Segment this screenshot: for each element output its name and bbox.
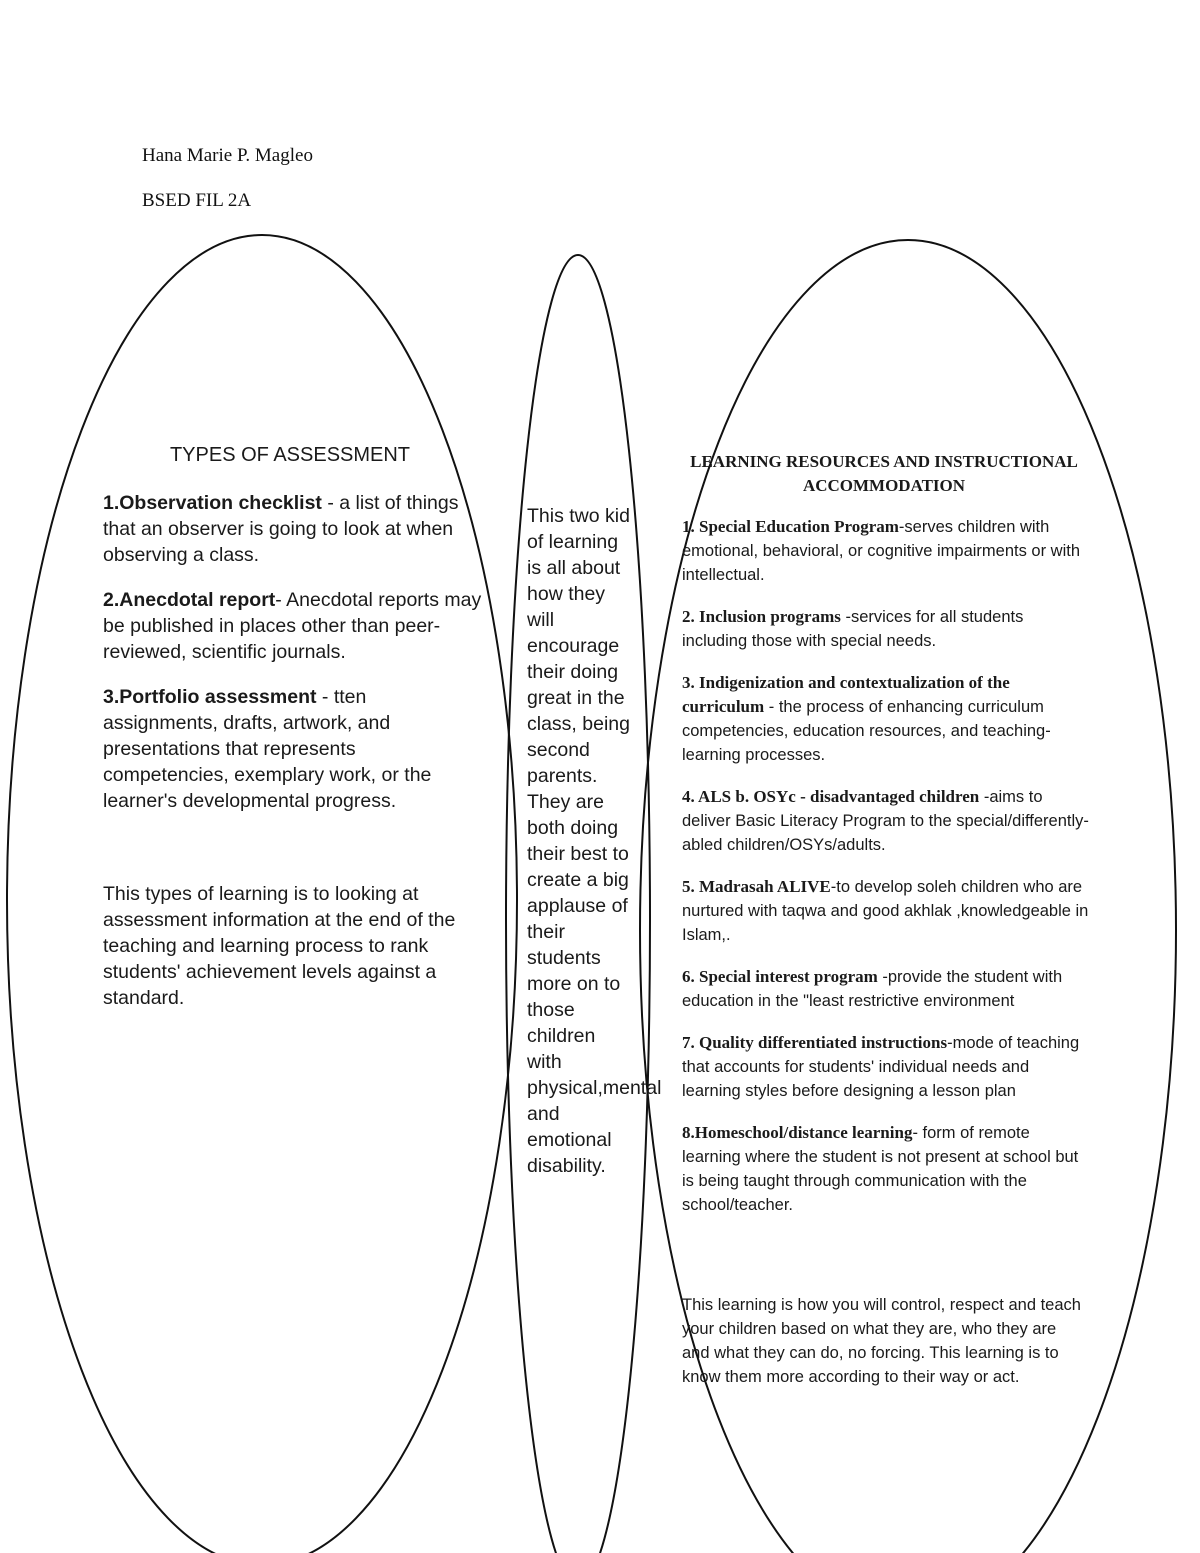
left-item-desc: - a list of things that an observer is going to look at when observing a class. bbox=[103, 492, 459, 566]
right-item-head: 1. Special Education Program bbox=[682, 517, 899, 536]
left-item-desc: - Anecdotal reports may be published in places other than peer-reviewed, scientific journals. bbox=[103, 589, 482, 663]
right-item bbox=[682, 1031, 1092, 1103]
right-item-desc: -services for all students including those with special needs. bbox=[682, 608, 1024, 650]
left-item bbox=[103, 490, 483, 568]
right-item-head: 4. ALS b. OSYc - disadvantaged children bbox=[682, 787, 980, 806]
right-title: LEARNING RESOURCES AND INSTRUCTIONAL ACCOMMODATION bbox=[690, 452, 1078, 495]
right-item-desc: - the process of enhancing curriculum competencies, education resources, and teaching-learning processes. bbox=[682, 698, 1051, 764]
student-name: Hana Marie P. Magleo bbox=[142, 145, 313, 166]
right-item-desc: -provide the student with education in the "least restrictive environment bbox=[682, 968, 1063, 1010]
right-item-desc: -mode of teaching that accounts for students' individual needs and learning styles before designing a lesson plan bbox=[682, 1034, 1080, 1100]
left-title: TYPES OF ASSESSMENT bbox=[169, 444, 411, 466]
right-item-desc: -aims to deliver Basic Literacy Program to the special/differently-abled children/OSYs/adults. bbox=[682, 788, 1089, 854]
left-item-head: 1.Observation checklist bbox=[103, 492, 322, 514]
right-item-head: 2. Inclusion programs bbox=[682, 607, 841, 626]
right-item bbox=[682, 605, 1092, 653]
right-item-desc: -to develop soleh children who are nurtured with taqwa and good akhlak ,knowledgeable in Islam,. bbox=[682, 878, 1089, 944]
right-item-head: 5. Madrasah ALIVE bbox=[682, 877, 831, 896]
right-items bbox=[682, 515, 1092, 1235]
right-item-desc: -serves children with emotional, behavioral, or cognitive impairments or with intellectual. bbox=[682, 518, 1081, 584]
right-item-head: 7. Quality differentiated instructions bbox=[682, 1033, 948, 1052]
right-item-head: 3. Indigenization and contextualization of the curriculum bbox=[682, 673, 1010, 716]
left-item bbox=[103, 684, 483, 814]
right-item-head: 8.Homeschool/distance learning bbox=[682, 1123, 913, 1142]
left-item-desc: - tten assignments, drafts, artwork, and presentations that represents competencies, exemplary work, or the learner's developmental progress. bbox=[103, 686, 432, 812]
right-item bbox=[682, 965, 1092, 1013]
left-item-head: 3.Portfolio assessment bbox=[103, 686, 317, 708]
course-label: BSED FIL 2A bbox=[142, 190, 252, 211]
left-items bbox=[103, 490, 483, 833]
right-item bbox=[682, 1121, 1092, 1217]
right-item-head: 6. Special interest program bbox=[682, 967, 878, 986]
left-item-head: 2.Anecdotal report bbox=[103, 589, 276, 611]
right-summary: This learning is how you will control, respect and teach your children based on what they are, who they are and what they can do, no forcing. This learning is to know them more according to their way or act. bbox=[682, 1296, 1081, 1386]
left-summary: This types of learning is to looking at assessment information at the end of the teaching and learning process to rank students' achievement levels against a standard. bbox=[103, 883, 456, 1009]
right-item-desc: - form of remote learning where the student is not present at school but is being taught through communication with the school/teacher. bbox=[682, 1124, 1079, 1214]
right-item bbox=[682, 671, 1092, 767]
middle-text: This two kid of learning is all about how they will encourage their doing great in the class, being second parents. They are both doing their best to create a big applause of their students more on to those children with physical,mental and emotional disability. bbox=[527, 505, 662, 1177]
right-item bbox=[682, 515, 1092, 587]
right-item bbox=[682, 875, 1092, 947]
left-item bbox=[103, 587, 483, 665]
right-item bbox=[682, 785, 1092, 857]
